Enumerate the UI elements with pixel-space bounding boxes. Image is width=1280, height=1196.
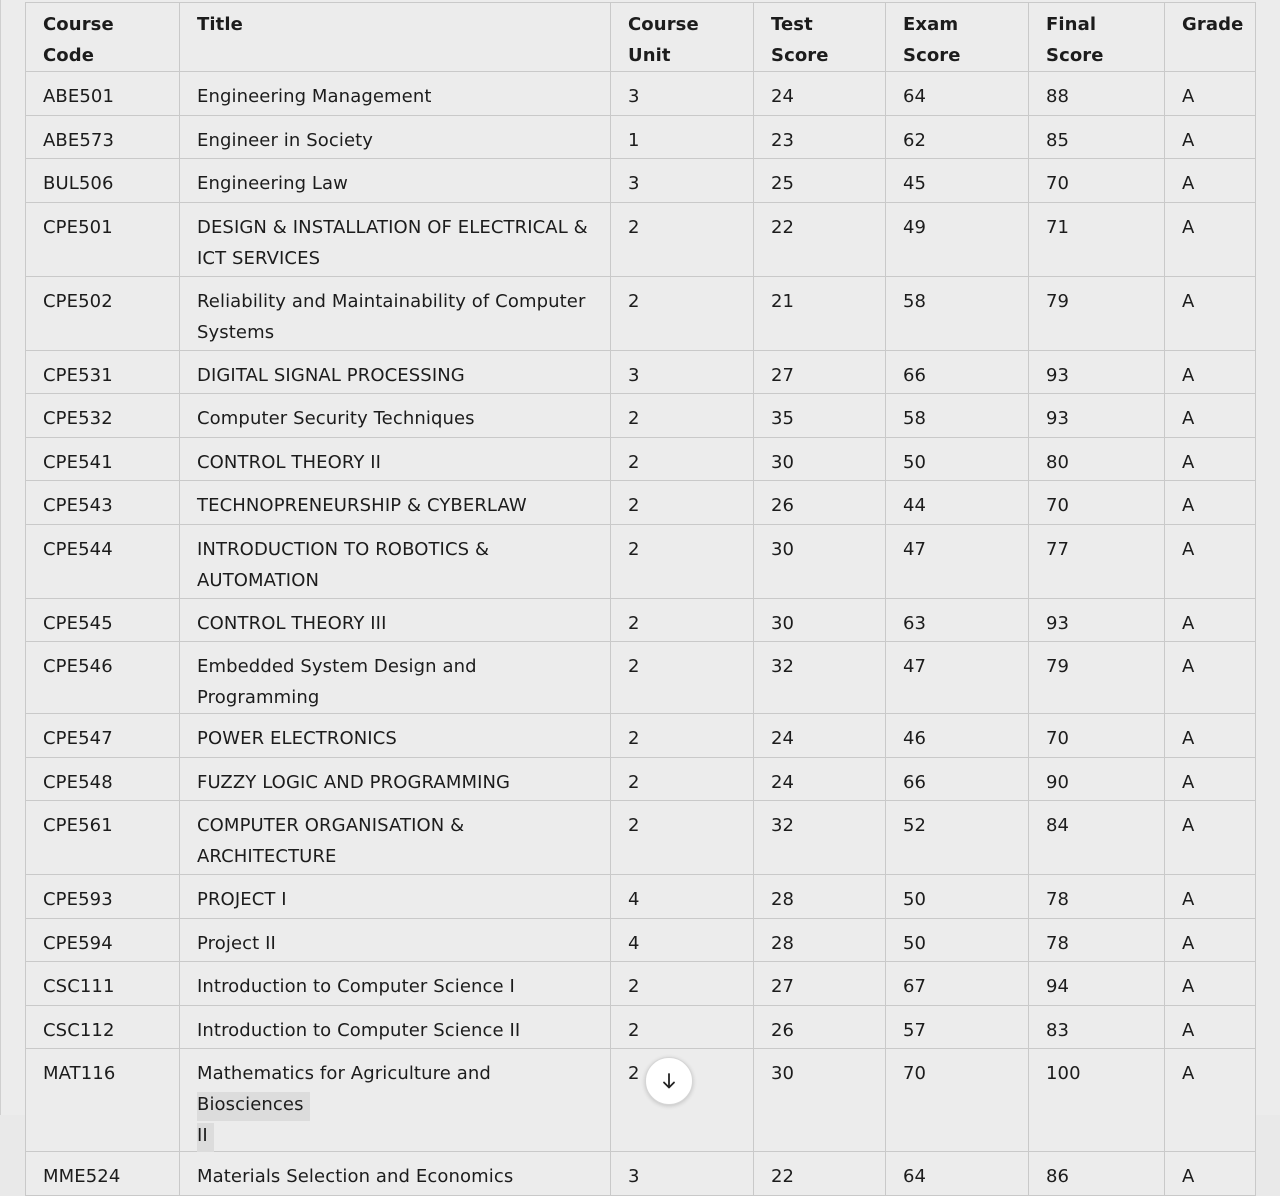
results-table	[25, 2, 1256, 1196]
cell-grade: A	[1165, 962, 1256, 1006]
cell-course-unit: 2	[611, 598, 754, 642]
cell-grade: A	[1165, 714, 1256, 758]
cell-final-score: 78	[1029, 918, 1165, 962]
cell-final-score: 90	[1029, 757, 1165, 801]
cell-course-unit: 2	[611, 394, 754, 438]
scroll-to-bottom-button[interactable]	[645, 1057, 693, 1105]
cell-course-unit: 2	[611, 962, 754, 1006]
cell-grade: A	[1165, 276, 1256, 350]
cell-title: INTRODUCTION TO ROBOTICS & AUTOMATION	[180, 524, 611, 598]
cell-exam-score: 49	[886, 202, 1029, 276]
cell-course-unit: 3	[611, 159, 754, 203]
cell-title: Introduction to Computer Science I	[180, 962, 611, 1006]
table-row	[26, 524, 1256, 598]
table-row	[26, 481, 1256, 525]
cell-course-code: BUL506	[26, 159, 180, 203]
table-header	[26, 3, 1256, 72]
arrow-down-icon	[660, 1072, 678, 1090]
cell-course-code: CPE543	[26, 481, 180, 525]
cell-exam-score: 64	[886, 72, 1029, 116]
cell-course-code: CSC111	[26, 962, 180, 1006]
cell-title: PROJECT I	[180, 875, 611, 919]
table-row	[26, 801, 1256, 875]
cell-exam-score: 57	[886, 1005, 1029, 1049]
cell-title: Embedded System Design and Programming	[180, 642, 611, 714]
cell-grade: A	[1165, 757, 1256, 801]
cell-title: Computer Security Techniques	[180, 394, 611, 438]
cell-grade: A	[1165, 202, 1256, 276]
cell-exam-score: 67	[886, 962, 1029, 1006]
cell-final-score: 70	[1029, 159, 1165, 203]
text-selection-highlight: Biosciences	[197, 1092, 310, 1121]
cell-final-score: 88	[1029, 72, 1165, 116]
cell-exam-score: 66	[886, 757, 1029, 801]
cell-grade: A	[1165, 1049, 1256, 1152]
cell-test-score: 24	[754, 757, 886, 801]
cell-grade: A	[1165, 437, 1256, 481]
cell-grade: A	[1165, 524, 1256, 598]
cell-course-code: CPE561	[26, 801, 180, 875]
cell-exam-score: 66	[886, 350, 1029, 394]
cell-grade: A	[1165, 350, 1256, 394]
cell-grade: A	[1165, 801, 1256, 875]
cell-test-score: 30	[754, 524, 886, 598]
cell-title: TECHNOPRENEURSHIP & CYBERLAW	[180, 481, 611, 525]
cell-course-unit: 3	[611, 350, 754, 394]
cell-course-unit: 2	[611, 1049, 754, 1152]
cell-course-unit: 2	[611, 202, 754, 276]
cell-title: Materials Selection and Economics	[180, 1152, 611, 1196]
header-course-unit: Course Unit	[611, 3, 754, 72]
cell-title: POWER ELECTRONICS	[180, 714, 611, 758]
cell-course-unit: 2	[611, 276, 754, 350]
table-row	[26, 875, 1256, 919]
cell-course-code: CPE541	[26, 437, 180, 481]
cell-exam-score: 50	[886, 918, 1029, 962]
cell-course-unit: 2	[611, 481, 754, 525]
cell-final-score: 79	[1029, 642, 1165, 714]
table-row	[26, 598, 1256, 642]
table-row	[26, 394, 1256, 438]
cell-exam-score: 70	[886, 1049, 1029, 1152]
cell-title: Project II	[180, 918, 611, 962]
cell-final-score: 77	[1029, 524, 1165, 598]
cell-test-score: 24	[754, 714, 886, 758]
header-row	[26, 3, 1256, 72]
cell-test-score: 27	[754, 962, 886, 1006]
cell-exam-score: 47	[886, 524, 1029, 598]
cell-grade: A	[1165, 394, 1256, 438]
cell-test-score: 25	[754, 159, 886, 203]
cell-course-unit: 2	[611, 437, 754, 481]
table-body	[26, 72, 1256, 1196]
cell-course-code: MAT116	[26, 1049, 180, 1152]
cell-title: COMPUTER ORGANISATION & ARCHITECTURE	[180, 801, 611, 875]
cell-test-score: 32	[754, 642, 886, 714]
cell-exam-score: 47	[886, 642, 1029, 714]
cell-exam-score: 58	[886, 394, 1029, 438]
table-row	[26, 159, 1256, 203]
table-row	[26, 437, 1256, 481]
cell-course-code: CSC112	[26, 1005, 180, 1049]
cell-exam-score: 45	[886, 159, 1029, 203]
cell-course-unit: 2	[611, 1005, 754, 1049]
cell-test-score: 22	[754, 202, 886, 276]
cell-title: FUZZY LOGIC AND PROGRAMMING	[180, 757, 611, 801]
cell-final-score: 93	[1029, 394, 1165, 438]
cell-course-code: CPE547	[26, 714, 180, 758]
table-row	[26, 962, 1256, 1006]
cell-grade: A	[1165, 918, 1256, 962]
cell-title: DESIGN & INSTALLATION OF ELECTRICAL & ICT SERVICES	[180, 202, 611, 276]
cell-test-score: 28	[754, 875, 886, 919]
cell-course-unit: 4	[611, 918, 754, 962]
cell-test-score: 28	[754, 918, 886, 962]
cell-course-code: CPE545	[26, 598, 180, 642]
cell-course-unit: 2	[611, 801, 754, 875]
table-row	[26, 1049, 1256, 1152]
cell-course-code: CPE548	[26, 757, 180, 801]
cell-title: Engineering Law	[180, 159, 611, 203]
cell-course-code: ABE501	[26, 72, 180, 116]
cell-exam-score: 50	[886, 875, 1029, 919]
table-row	[26, 202, 1256, 276]
table-row	[26, 714, 1256, 758]
cell-course-unit: 4	[611, 875, 754, 919]
cell-title: Introduction to Computer Science II	[180, 1005, 611, 1049]
table-row	[26, 72, 1256, 116]
table-row	[26, 1005, 1256, 1049]
cell-final-score: 83	[1029, 1005, 1165, 1049]
cell-exam-score: 63	[886, 598, 1029, 642]
cell-title: Engineer in Society	[180, 115, 611, 159]
cell-course-code: CPE531	[26, 350, 180, 394]
cell-course-code: CPE502	[26, 276, 180, 350]
cell-grade: A	[1165, 115, 1256, 159]
cell-course-code: CPE594	[26, 918, 180, 962]
cell-grade: A	[1165, 481, 1256, 525]
cell-grade: A	[1165, 598, 1256, 642]
cell-test-score: 26	[754, 1005, 886, 1049]
cell-course-unit: 2	[611, 524, 754, 598]
cell-title: CONTROL THEORY III	[180, 598, 611, 642]
cell-exam-score: 44	[886, 481, 1029, 525]
cell-final-score: 70	[1029, 714, 1165, 758]
table-row	[26, 757, 1256, 801]
cell-course-code: CPE501	[26, 202, 180, 276]
cell-course-code: ABE573	[26, 115, 180, 159]
cell-course-unit: 2	[611, 642, 754, 714]
cell-exam-score: 64	[886, 1152, 1029, 1196]
header-grade: Grade	[1165, 3, 1256, 72]
cell-final-score: 93	[1029, 598, 1165, 642]
cell-course-unit: 2	[611, 714, 754, 758]
cell-test-score: 30	[754, 437, 886, 481]
table-row	[26, 350, 1256, 394]
cell-final-score: 85	[1029, 115, 1165, 159]
cell-final-score: 80	[1029, 437, 1165, 481]
cell-course-unit: 2	[611, 757, 754, 801]
cell-test-score: 21	[754, 276, 886, 350]
cell-title: Engineering Management	[180, 72, 611, 116]
text-selection-highlight: II	[197, 1123, 214, 1152]
cell-final-score: 100	[1029, 1049, 1165, 1152]
table-row	[26, 276, 1256, 350]
cell-test-score: 22	[754, 1152, 886, 1196]
cell-test-score: 26	[754, 481, 886, 525]
header-title: Title	[180, 3, 611, 72]
cell-final-score: 86	[1029, 1152, 1165, 1196]
cell-grade: A	[1165, 72, 1256, 116]
title-text: Mathematics for Agriculture and	[197, 1063, 491, 1084]
cell-test-score: 35	[754, 394, 886, 438]
cell-exam-score: 62	[886, 115, 1029, 159]
table-row	[26, 642, 1256, 714]
header-final-score: Final Score	[1029, 3, 1165, 72]
cell-course-unit: 3	[611, 72, 754, 116]
cell-test-score: 24	[754, 72, 886, 116]
cell-exam-score: 58	[886, 276, 1029, 350]
cell-final-score: 93	[1029, 350, 1165, 394]
cell-test-score: 27	[754, 350, 886, 394]
cell-final-score: 79	[1029, 276, 1165, 350]
cell-exam-score: 46	[886, 714, 1029, 758]
cell-title: Reliability and Maintainability of Computer Systems	[180, 276, 611, 350]
cell-course-code: CPE546	[26, 642, 180, 714]
cell-grade: A	[1165, 1152, 1256, 1196]
cell-final-score: 71	[1029, 202, 1165, 276]
cell-course-code: CPE532	[26, 394, 180, 438]
cell-final-score: 78	[1029, 875, 1165, 919]
cell-exam-score: 50	[886, 437, 1029, 481]
cell-test-score: 32	[754, 801, 886, 875]
cell-grade: A	[1165, 1005, 1256, 1049]
cell-grade: A	[1165, 159, 1256, 203]
cell-title	[180, 1049, 611, 1152]
cell-course-code: CPE593	[26, 875, 180, 919]
cell-title: DIGITAL SIGNAL PROCESSING	[180, 350, 611, 394]
cell-test-score: 30	[754, 598, 886, 642]
cell-final-score: 84	[1029, 801, 1165, 875]
cell-course-code: CPE544	[26, 524, 180, 598]
cell-final-score: 70	[1029, 481, 1165, 525]
cell-grade: A	[1165, 875, 1256, 919]
cell-course-code: MME524	[26, 1152, 180, 1196]
cell-title: CONTROL THEORY II	[180, 437, 611, 481]
table-row	[26, 1152, 1256, 1196]
header-course-code: Course Code	[26, 3, 180, 72]
table-row	[26, 918, 1256, 962]
cell-final-score: 94	[1029, 962, 1165, 1006]
cell-test-score: 30	[754, 1049, 886, 1152]
header-test-score: Test Score	[754, 3, 886, 72]
cell-course-unit: 3	[611, 1152, 754, 1196]
cell-course-unit: 1	[611, 115, 754, 159]
table-row	[26, 115, 1256, 159]
cell-exam-score: 52	[886, 801, 1029, 875]
cell-grade: A	[1165, 642, 1256, 714]
cell-test-score: 23	[754, 115, 886, 159]
header-exam-score: Exam Score	[886, 3, 1029, 72]
